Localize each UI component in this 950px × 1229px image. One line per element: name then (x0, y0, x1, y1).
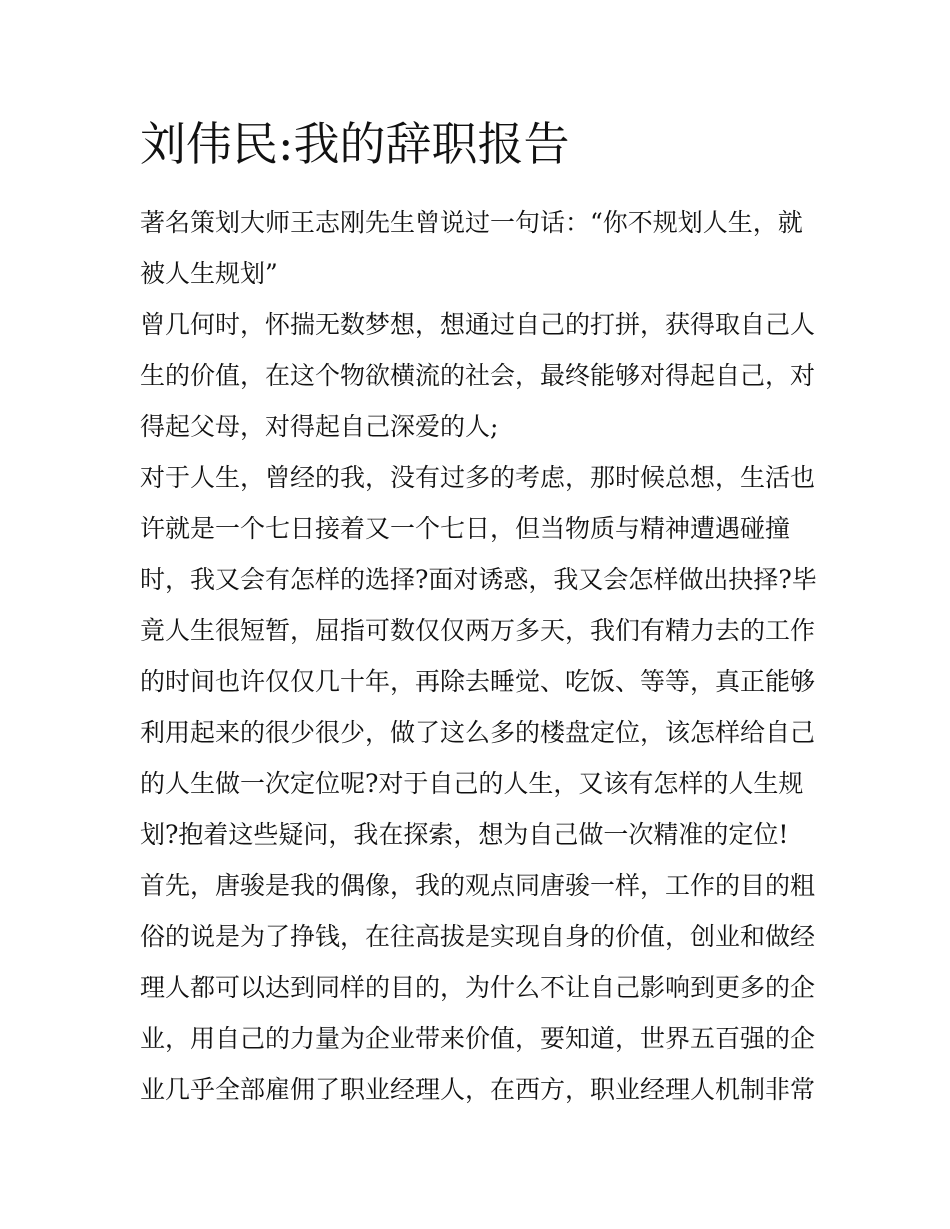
text-line: 生的价值，在这个物欲横流的社会，最终能够对得起自己，对 (140, 361, 816, 390)
text-line: 俗的说是为了挣钱，在往高拔是实现自身的价值，创业和做经 (140, 922, 816, 951)
text-line: 的人生做一次定位呢?对于自己的人生，又该有怎样的人生规 (140, 769, 804, 798)
text-line: 竟人生很短暂，屈指可数仅仅两万多天，我们有精力去的工作 (140, 616, 816, 645)
text-line: 业，用自己的力量为企业带来价值，要知道，世界五百强的企 (140, 1024, 816, 1053)
text-line: 曾几何时，怀揣无数梦想，想通过自己的打拼，获得取自己人 (140, 310, 816, 339)
text-line: 对于人生，曾经的我，没有过多的考虑，那时候总想，生活也 (140, 463, 816, 492)
text-line: 著名策划大师王志刚先生曾说过一句话：“你不规划人生，就 (140, 208, 803, 237)
text-line: 业几乎全部雇佣了职业经理人，在西方，职业经理人机制非常 (140, 1075, 816, 1104)
text-line: 被人生规划” (140, 259, 278, 288)
document-body (140, 197, 830, 1115)
text-line: 利用起来的很少很少，做了这么多的楼盘定位，该怎样给自己 (140, 718, 816, 747)
document-title: 刘伟民:我的辞职报告 (140, 117, 570, 171)
text-line: 的时间也许仅仅几十年，再除去睡觉、吃饭、等等，真正能够 (140, 667, 816, 696)
text-line: 时，我又会有怎样的选择?面对诱惑，我又会怎样做出抉择?毕 (140, 565, 817, 594)
text-line: 首先，唐骏是我的偶像，我的观点同唐骏一样，工作的目的粗 (140, 871, 816, 900)
text-line: 得起父母，对得起自己深爱的人; (140, 412, 499, 441)
text-line: 理人都可以达到同样的目的，为什么不让自己影响到更多的企 (140, 973, 816, 1002)
text-line: 划?抱着这些疑问，我在探索，想为自己做一次精准的定位! (140, 820, 789, 849)
text-line: 许就是一个七日接着又一个七日，但当物质与精神遭遇碰撞 (140, 514, 791, 543)
